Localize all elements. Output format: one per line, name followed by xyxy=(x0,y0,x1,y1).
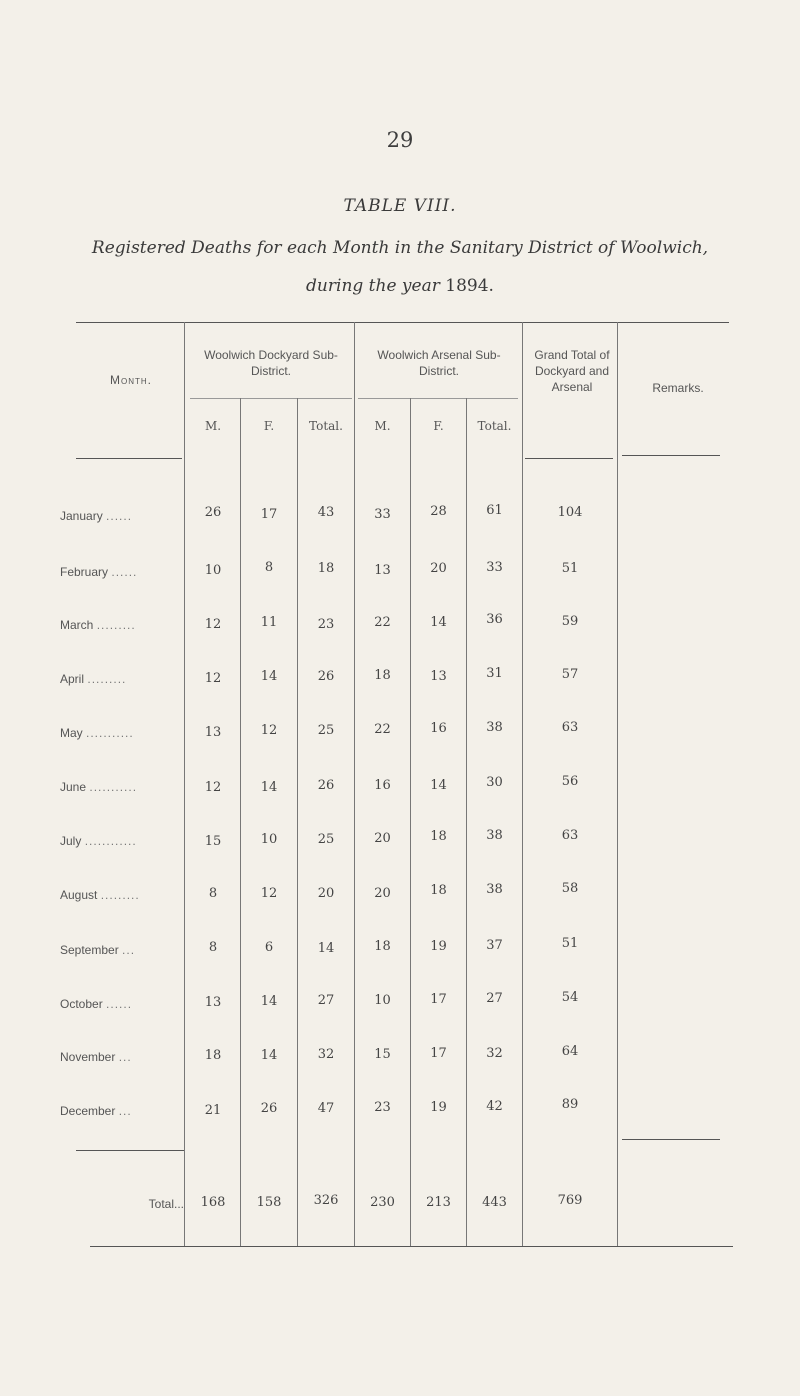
dockyard-total: 26 xyxy=(317,669,335,684)
arsenal-f: 28 xyxy=(430,504,447,519)
arsenal-total: 31 xyxy=(486,666,503,681)
arsenal-f: 18 xyxy=(430,829,447,844)
arsenal-total: 38 xyxy=(486,882,503,897)
dockyard-f: 11 xyxy=(260,615,278,630)
dockyard-m: 12 xyxy=(204,617,222,632)
month-label: December ... xyxy=(60,1104,132,1118)
totals-rule-left xyxy=(76,1150,184,1151)
col-rule-a-m xyxy=(410,398,411,1246)
arsenal-f: 16 xyxy=(430,721,447,736)
header-bottom-rule-grand xyxy=(525,458,613,459)
dockyard-f: 8 xyxy=(264,560,274,575)
header-dockyard: Woolwich Dockyard Sub-District. xyxy=(204,348,338,378)
dockyard-m: 13 xyxy=(204,725,222,740)
dockyard-f-total: 158 xyxy=(256,1195,282,1210)
month-label: May ........... xyxy=(60,726,134,740)
grand-total: 104 xyxy=(557,505,583,520)
page-number: 29 xyxy=(386,128,414,152)
dockyard-m-total: 168 xyxy=(200,1195,226,1210)
dockyard-m: 21 xyxy=(204,1103,222,1118)
dockyard-m: 18 xyxy=(204,1048,222,1063)
arsenal-m: 18 xyxy=(374,939,391,954)
grand-total: 54 xyxy=(561,990,579,1005)
arsenal-m: 20 xyxy=(374,886,391,901)
dockyard-f: 14 xyxy=(260,780,278,795)
grand-total: 89 xyxy=(561,1097,579,1112)
grand-total: 51 xyxy=(561,561,579,576)
dockyard-m: 13 xyxy=(204,995,222,1010)
dockyard-f: 14 xyxy=(260,669,278,684)
arsenal-total: 36 xyxy=(486,612,503,627)
header-remarks: Remarks. xyxy=(652,381,704,395)
month-label: April ......... xyxy=(60,672,127,686)
dockyard-m: 26 xyxy=(204,505,222,520)
header-bottom-rule-remarks xyxy=(622,455,720,456)
arsenal-total-total: 443 xyxy=(482,1195,507,1210)
arsenal-f: 17 xyxy=(430,1046,447,1061)
grand-total: 56 xyxy=(561,774,579,789)
dockyard-total: 26 xyxy=(317,778,335,793)
month-label: January ...... xyxy=(60,509,133,523)
caption-prefix: during the year xyxy=(306,276,440,296)
grand-total: 58 xyxy=(561,881,579,896)
month-label: July ............ xyxy=(60,834,137,848)
month-label: September ... xyxy=(60,943,136,957)
arsenal-total: 42 xyxy=(486,1099,503,1114)
dockyard-total: 32 xyxy=(317,1047,335,1062)
month-label: June ........... xyxy=(60,780,138,794)
dockyard-f: 14 xyxy=(260,1048,278,1063)
dockyard-total: 23 xyxy=(317,617,335,632)
month-label: October ...... xyxy=(60,997,133,1011)
header-a-m: M. xyxy=(374,419,391,433)
arsenal-total: 38 xyxy=(486,720,503,735)
arsenal-f: 13 xyxy=(430,669,447,684)
arsenal-m: 13 xyxy=(374,563,391,578)
dockyard-f: 14 xyxy=(260,994,278,1009)
caption-year: 1894. xyxy=(445,276,494,296)
dockyard-total: 25 xyxy=(317,832,335,847)
table-top-rule xyxy=(76,322,729,323)
dockyard-f: 10 xyxy=(260,832,278,847)
col-rule-d-m xyxy=(240,398,241,1246)
arsenal-total: 61 xyxy=(486,503,503,518)
dockyard-f: 12 xyxy=(260,886,278,901)
totals-rule-remarks xyxy=(622,1139,720,1140)
grand-total: 64 xyxy=(561,1044,579,1059)
arsenal-m: 18 xyxy=(374,668,391,683)
arsenal-m: 33 xyxy=(374,507,391,522)
arsenal-f: 20 xyxy=(430,561,447,576)
arsenal-m: 20 xyxy=(374,831,391,846)
dockyard-m: 12 xyxy=(204,671,222,686)
arsenal-total: 32 xyxy=(486,1046,503,1061)
header-d-total: Total. xyxy=(309,419,343,433)
header-bottom-rule-left xyxy=(76,458,182,459)
header-arsenal: Woolwich Arsenal Sub-District. xyxy=(377,348,501,378)
arsenal-f: 19 xyxy=(430,939,447,954)
dockyard-m: 15 xyxy=(204,834,222,849)
arsenal-m: 10 xyxy=(374,993,391,1008)
header-a-total: Total. xyxy=(477,419,512,433)
month-label: November ... xyxy=(60,1050,132,1064)
dockyard-m: 12 xyxy=(204,780,222,795)
dockyard-total: 27 xyxy=(317,993,335,1008)
arsenal-f: 18 xyxy=(430,883,447,898)
grand-total-total: 769 xyxy=(557,1193,583,1208)
dockyard-m: 8 xyxy=(208,940,218,955)
header-month: Month. xyxy=(110,373,152,387)
table-title: TABLE VIII. xyxy=(343,196,457,216)
arsenal-total: 30 xyxy=(486,775,503,790)
dockyard-total: 20 xyxy=(317,886,335,901)
dockyard-f: 17 xyxy=(260,507,278,522)
arsenal-m: 22 xyxy=(374,722,391,737)
arsenal-m: 22 xyxy=(374,615,391,630)
col-rule-month xyxy=(184,322,185,1246)
month-label: August ......... xyxy=(60,888,140,902)
month-label: March ......... xyxy=(60,618,136,632)
col-rule-grand xyxy=(617,322,618,1246)
table-caption-line-2 xyxy=(0,276,800,296)
dockyard-f: 6 xyxy=(264,940,274,955)
dockyard-total: 14 xyxy=(317,941,335,956)
dockyard-m: 8 xyxy=(208,886,218,901)
arsenal-m-total: 230 xyxy=(370,1195,395,1210)
dockyard-total: 25 xyxy=(317,723,335,738)
grand-total: 57 xyxy=(561,667,579,682)
arsenal-total: 37 xyxy=(486,938,503,953)
arsenal-m: 16 xyxy=(374,778,391,793)
arsenal-f: 19 xyxy=(430,1100,447,1115)
dockyard-total: 43 xyxy=(317,505,335,520)
arsenal-m: 23 xyxy=(374,1100,391,1115)
header-a-f: F. xyxy=(433,419,444,433)
dockyard-total-total: 326 xyxy=(313,1193,339,1208)
table-bottom-rule xyxy=(90,1246,733,1247)
dockyard-total: 47 xyxy=(317,1101,335,1116)
arsenal-group-rule xyxy=(358,398,518,399)
arsenal-f: 17 xyxy=(430,992,447,1007)
header-d-m: M. xyxy=(204,419,222,433)
dockyard-f: 12 xyxy=(260,723,278,738)
col-rule-a-f xyxy=(466,398,467,1246)
arsenal-total: 33 xyxy=(486,560,503,575)
header-d-f: F. xyxy=(263,419,275,433)
grand-total: 51 xyxy=(561,936,579,951)
arsenal-f-total: 213 xyxy=(426,1195,451,1210)
table-caption-line-1: Registered Deaths for each Month in the Sanitary District of Woolwich, xyxy=(91,238,709,258)
grand-total: 59 xyxy=(561,614,579,629)
dockyard-f: 26 xyxy=(260,1101,278,1116)
dockyard-group-rule xyxy=(190,398,352,399)
total-label: Total... xyxy=(148,1197,184,1211)
dockyard-m: 10 xyxy=(204,563,222,578)
arsenal-f: 14 xyxy=(430,778,447,793)
arsenal-total: 38 xyxy=(486,828,503,843)
grand-total: 63 xyxy=(561,720,579,735)
arsenal-m: 15 xyxy=(374,1047,391,1062)
month-label: February ...... xyxy=(60,565,138,579)
dockyard-total: 18 xyxy=(317,561,335,576)
arsenal-f: 14 xyxy=(430,615,447,630)
header-grand-total: Grand Total of Dockyard and Arsenal xyxy=(534,348,610,394)
grand-total: 63 xyxy=(561,828,579,843)
col-rule-d-f xyxy=(297,398,298,1246)
arsenal-total: 27 xyxy=(486,991,503,1006)
